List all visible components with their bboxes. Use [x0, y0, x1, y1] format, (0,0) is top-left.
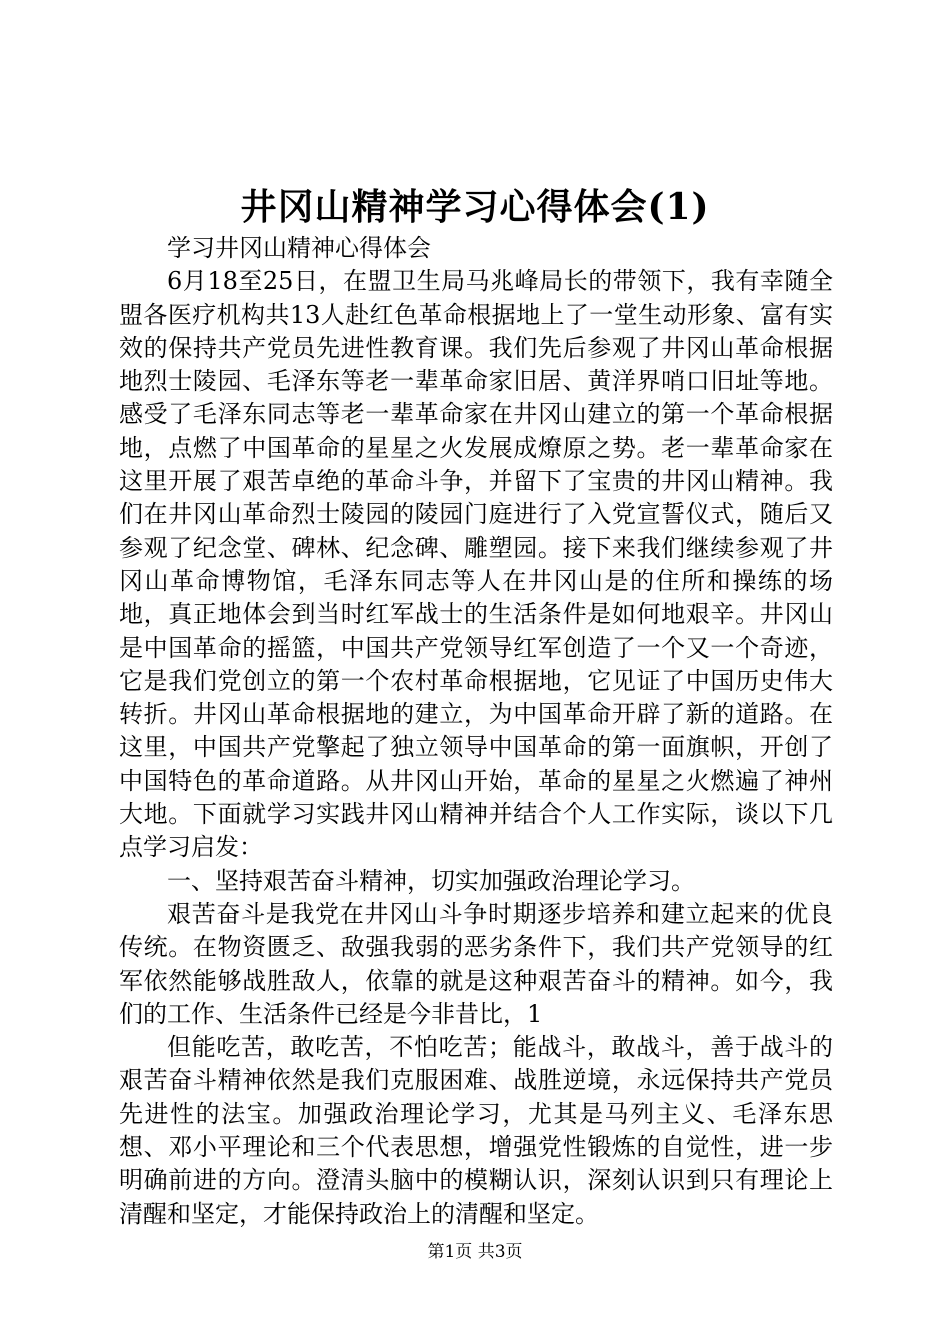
paragraph-subtitle: 学习井冈山精神心得体会	[167, 234, 431, 262]
paragraph-intro: 6月18至25日，在盟卫生局马兆峰局长的带领下，我有幸随全盟各医疗机构共13人赴红色革命根据地上了一堂生动形象、富有实效的保持共产党员先进性教育课。我们先后参观了井冈山革命根据地烈士陵园、毛泽东等老一辈革命家旧居、黄洋界哨口旧址等地。感受了毛泽东同志等老一辈革命家在井冈山建立的第一个革命根据地，点燃了中国革命的星星之火发展成燎原之势。老一辈革命家在这里开展了艰苦卓绝的革命斗争，并留下了宝贵的井冈山精神。我们在井冈山革命烈士陵园的陵园门庭进行了入党宣誓仪式，随后又参观了纪念堂、碑林、纪念碑、雕塑园。接下来我们继续参观了井冈山革命博物馆，毛泽东同志等人在井冈山是的住所和操练的场地，真正地体会到当时红军战士的生活条件是如何地艰辛。井冈山是中国革命的摇篮，中国共产党领导红军创造了一个又一个奇迹，它是我们党创立的第一个农村革命根据地，它见证了中国历史伟大转折。井冈山革命根据地的建立，为中国革命开辟了新的道路。在这里，中国共产党擎起了独立领导中国革命的第一面旗帜，开创了中国特色的革命道路。从井冈山开始，革命的星星之火燃遍了神州大地。下面就学习实践井冈山精神并结合个人工作实际，谈以下几点学习启发：	[119, 267, 833, 862]
paragraph-theory-study: 但能吃苦，敢吃苦，不怕吃苦；能战斗，敢战斗，善于战斗的艰苦奋斗精神依然是我们克服困难、战胜逆境，永远保持共产党员先进性的法宝。加强政治理论学习，尤其是马列主义、毛泽东思想、邓小平理论和三个代表思想，增强党性锻炼的自觉性，进一步明确前进的方向。澄清头脑中的模糊认识，深刻认识到只有理论上清醒和坚定，才能保持政治上的清醒和坚定。	[119, 1033, 833, 1228]
paragraph-hard-work: 艰苦奋斗是我党在井冈山斗争时期逐步培养和建立起来的优良传统。在物资匮乏、敌强我弱的恶劣条件下，我们共产党领导的红军依然能够战胜敌人，依靠的就是这种艰苦奋斗的精神。如今，我们的工作、生活条件已经是今非昔比，1	[119, 899, 833, 1028]
paragraph-section-heading: 一、坚持艰苦奋斗精神，切实加强政治理论学习。	[167, 866, 695, 895]
document-body	[119, 232, 833, 1231]
page-footer: 第1页 共3页	[427, 1242, 523, 1262]
document-title: 井冈山精神学习心得体会(1)	[240, 186, 710, 228]
